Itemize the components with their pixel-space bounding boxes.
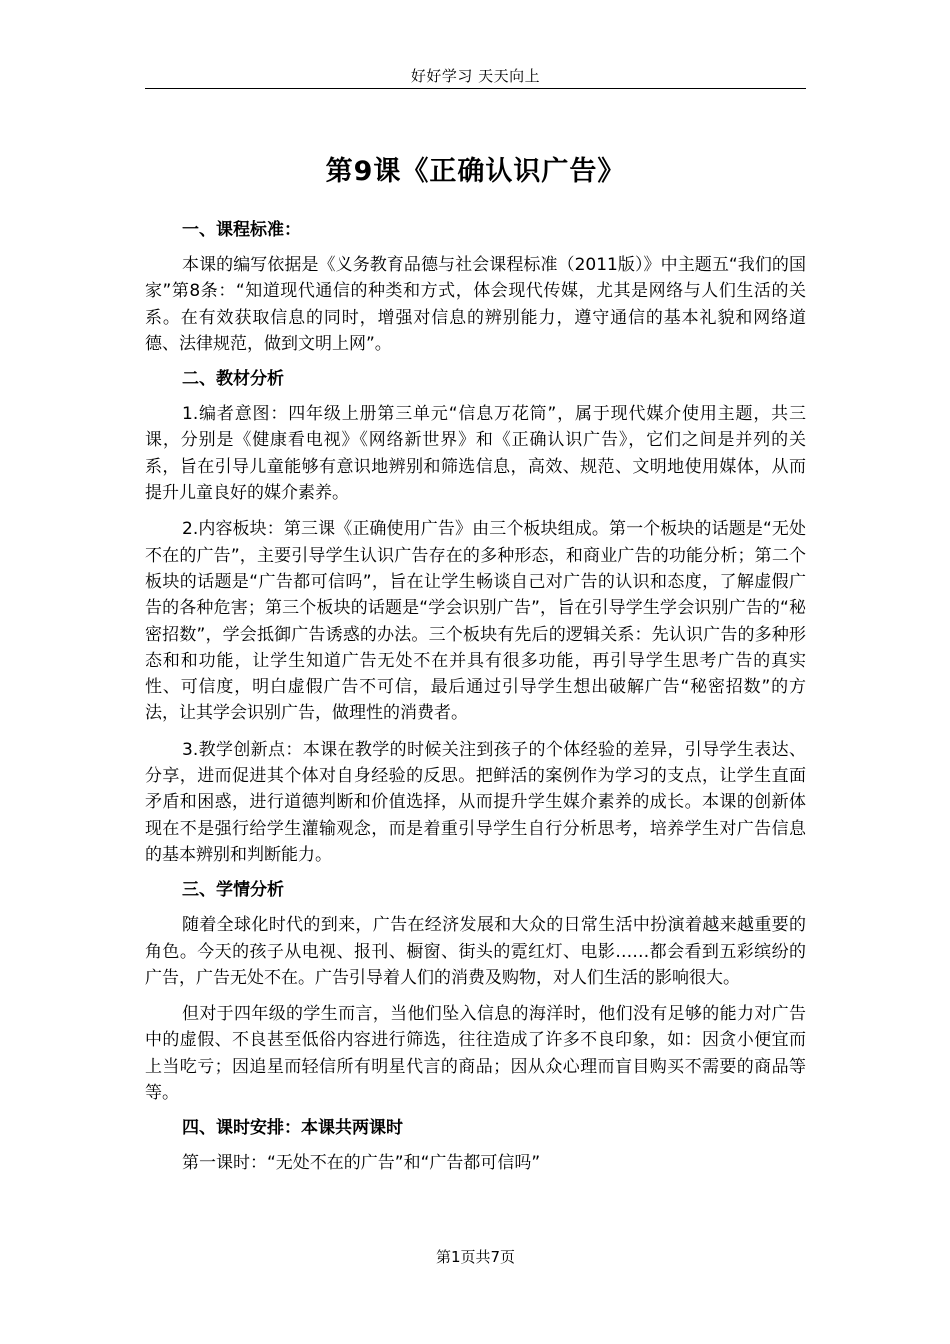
paragraph-students-1: 随着全球化时代的到来，广告在经济发展和大众的日常生活中扮演着越来越重要的角色。今天的孩子从电视、报刊、橱窗、街头的霓红灯、电影……都会看到五彩缤纷的广告，广告无处不在。广告引导着人们的消费及购物，对人们生活的影响很大。 xyxy=(145,915,806,988)
header-divider xyxy=(145,88,806,89)
page-header: 好好学习 天天向上 xyxy=(410,67,541,85)
paragraph-students-2: 但对于四年级的学生而言，当他们坠入信息的海洋时，他们没有足够的能力对广告中的虚假、不良甚至低俗内容进行筛选，往往造成了许多不良印象，如：因贪小便宜而上当吃亏；因追星而轻信所有明星代言的商品；因从众心理而盲目购买不需要的商品等等。 xyxy=(145,1004,806,1104)
section-heading-curriculum: 一、课程标准： xyxy=(182,220,301,240)
section-heading-schedule: 四、课时安排：本课共两课时 xyxy=(182,1118,403,1139)
paragraph-schedule: 第一课时：“无处不在的广告”和“广告都可信吗” xyxy=(182,1153,541,1174)
page-footer: 第1页共7页 xyxy=(435,1248,516,1266)
paragraph-editor-intent: 1.编者意图：四年级上册第三单元“信息万花筒”，属于现代媒介使用主题，共三课，分别是《健康看电视》《网络新世界》和《正确认识广告》，它们之间是并列的关系，旨在引导儿童能够有意识地辨别和筛选信息，高效、规范、文明地使用媒体，从而提升儿童良好的媒介素养。 xyxy=(145,404,806,504)
paragraph-curriculum: 本课的编写依据是《义务教育品德与社会课程标准（2011版）》中主题五“我们的国家”第8条：“知道现代通信的种类和方式，体会现代传媒，尤其是网络与人们生活的关系。在有效获取信息的同时，增强对信息的辨别能力，遵守通信的基本礼貌和网络道德、法律规范，做到文明上网”。 xyxy=(145,255,806,354)
page-title: 第9课《正确认识广告》 xyxy=(325,156,626,187)
section-heading-textbook: 二、教材分析 xyxy=(182,369,284,390)
section-heading-students: 三、学情分析 xyxy=(182,880,284,901)
paragraph-innovation: 3.教学创新点：本课在教学的时候关注到孩子的个体经验的差异，引导学生表达、分享，进而促进其个体对自身经验的反思。把鲜活的案例作为学习的支点，让学生直面矛盾和困惑，进行道德判断和价值选择，从而提升学生媒介素养的成长。本课的创新体现在不是强行给学生灌输观念，而是着重引导学生自行分析思考，培养学生对广告信息的基本辨别和判断能力。 xyxy=(145,739,806,865)
document-body xyxy=(145,218,806,1187)
paragraph-content-modules: 2.内容板块：第三课《正确使用广告》由三个板块组成。第一个板块的话题是“无处不在的广告”，主要引导学生认识广告存在的多种形态，和商业广告的功能分析；第二个板块的话题是“广告都可信吗”，旨在让学生畅谈自己对广告的认识和态度，了解虚假广告的各种危害；第三个板块的话题是“学会识别广告”，旨在引导学生学会识别广告的“秘密招数”，学会抵御广告诱惑的办法。三个板块有先后的逻辑关系：先认识广告的多种形态和和功能，让学生知道广告无处不在并具有很多功能，再引导学生思考广告的真实性、可信度，明白虚假广告不可信，最后通过引导学生想出破解广告“秘密招数”的方法，让其学会识别广告，做理性的消费者。 xyxy=(145,519,806,724)
